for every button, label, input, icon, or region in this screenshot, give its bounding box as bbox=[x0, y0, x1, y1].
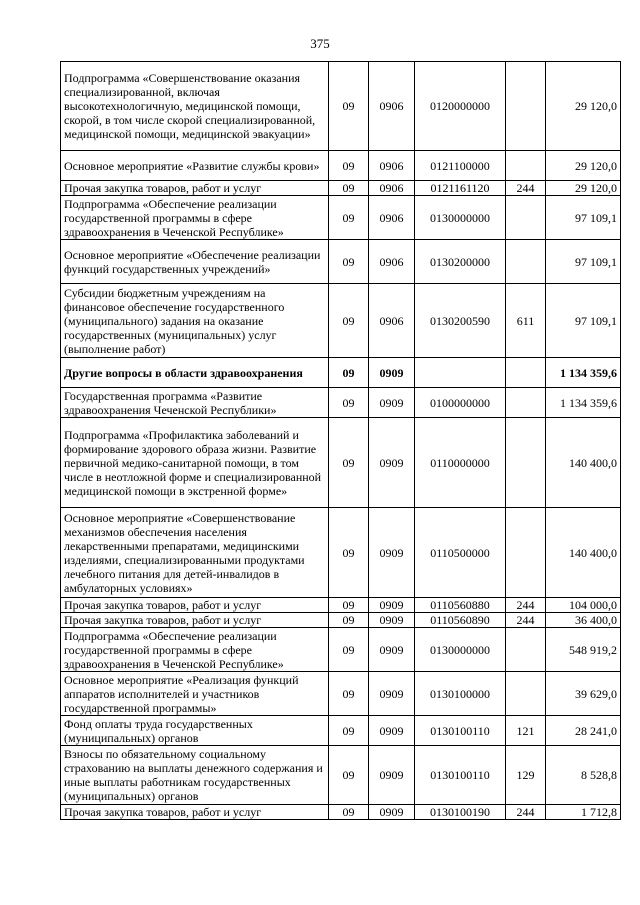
row-amount: 1 712,8 bbox=[546, 805, 621, 820]
row-amount: 29 120,0 bbox=[546, 62, 621, 151]
table-row bbox=[61, 628, 621, 672]
row-name: Подпрограмма «Профилактика заболеваний и формирование здорового образа жизни. Развитие первичной медико-санитарной помощи, в том числе в неотложной форме и специализированной медицинской помощи в экстренной форме» bbox=[61, 418, 329, 508]
row-target-article: 0130100110 bbox=[415, 716, 506, 746]
row-target-article: 0110560880 bbox=[415, 598, 506, 613]
row-subsection: 0909 bbox=[369, 358, 415, 388]
row-section: 09 bbox=[329, 240, 369, 284]
row-subsection: 0906 bbox=[369, 62, 415, 151]
row-expense-type: 244 bbox=[506, 598, 546, 613]
table-row bbox=[61, 284, 621, 358]
row-expense-type: 244 bbox=[506, 181, 546, 196]
row-section: 09 bbox=[329, 598, 369, 613]
row-subsection: 0909 bbox=[369, 716, 415, 746]
row-expense-type: 129 bbox=[506, 746, 546, 805]
row-section: 09 bbox=[329, 805, 369, 820]
row-amount: 104 000,0 bbox=[546, 598, 621, 613]
row-expense-type: 611 bbox=[506, 284, 546, 358]
table-row bbox=[61, 418, 621, 508]
row-name: Субсидии бюджетным учреждениям на финансовое обеспечение государственного (муниципального) задания на оказание государственных (муниципальных) услуг (выполнение работ) bbox=[61, 284, 329, 358]
row-section: 09 bbox=[329, 613, 369, 628]
row-amount: 140 400,0 bbox=[546, 418, 621, 508]
table-row bbox=[61, 240, 621, 284]
row-name: Прочая закупка товаров, работ и услуг bbox=[61, 181, 329, 196]
row-subsection: 0909 bbox=[369, 628, 415, 672]
row-amount: 97 109,1 bbox=[546, 240, 621, 284]
row-target-article: 0121161120 bbox=[415, 181, 506, 196]
row-target-article: 0121100000 bbox=[415, 151, 506, 181]
row-subsection: 0906 bbox=[369, 181, 415, 196]
table-row bbox=[61, 196, 621, 240]
row-expense-type: 244 bbox=[506, 805, 546, 820]
row-name: Прочая закупка товаров, работ и услуг bbox=[61, 613, 329, 628]
row-subsection: 0909 bbox=[369, 418, 415, 508]
row-target-article: 0130000000 bbox=[415, 196, 506, 240]
row-expense-type bbox=[506, 672, 546, 716]
row-expense-type bbox=[506, 196, 546, 240]
row-amount: 548 919,2 bbox=[546, 628, 621, 672]
table-row bbox=[61, 62, 621, 151]
row-expense-type: 244 bbox=[506, 613, 546, 628]
row-subsection: 0909 bbox=[369, 388, 415, 418]
row-subsection: 0909 bbox=[369, 613, 415, 628]
row-amount: 97 109,1 bbox=[546, 284, 621, 358]
row-name: Государственная программа «Развитие здравоохранения Чеченской Республики» bbox=[61, 388, 329, 418]
budget-table-body bbox=[61, 62, 621, 820]
row-amount: 97 109,1 bbox=[546, 196, 621, 240]
row-target-article: 0130100110 bbox=[415, 746, 506, 805]
row-subsection: 0909 bbox=[369, 508, 415, 598]
page-number: 375 bbox=[310, 36, 330, 51]
row-expense-type bbox=[506, 358, 546, 388]
row-subsection: 0906 bbox=[369, 151, 415, 181]
row-name: Прочая закупка товаров, работ и услуг bbox=[61, 598, 329, 613]
row-subsection: 0906 bbox=[369, 284, 415, 358]
row-amount: 29 120,0 bbox=[546, 181, 621, 196]
row-target-article: 0130200000 bbox=[415, 240, 506, 284]
row-section: 09 bbox=[329, 716, 369, 746]
row-expense-type bbox=[506, 62, 546, 151]
row-section: 09 bbox=[329, 284, 369, 358]
row-expense-type bbox=[506, 628, 546, 672]
row-section: 09 bbox=[329, 62, 369, 151]
row-target-article: 0130000000 bbox=[415, 628, 506, 672]
row-subsection: 0906 bbox=[369, 240, 415, 284]
row-subsection: 0909 bbox=[369, 598, 415, 613]
row-expense-type bbox=[506, 508, 546, 598]
table-row bbox=[61, 672, 621, 716]
row-section: 09 bbox=[329, 418, 369, 508]
row-name: Основное мероприятие «Развитие службы крови» bbox=[61, 151, 329, 181]
row-target-article: 0130200590 bbox=[415, 284, 506, 358]
row-name: Прочая закупка товаров, работ и услуг bbox=[61, 805, 329, 820]
row-name: Основное мероприятие «Реализация функций аппаратов исполнителей и участников государственной программы» bbox=[61, 672, 329, 716]
row-expense-type: 121 bbox=[506, 716, 546, 746]
row-amount: 1 134 359,6 bbox=[546, 358, 621, 388]
row-target-article: 0110500000 bbox=[415, 508, 506, 598]
table-row bbox=[61, 613, 621, 628]
row-expense-type bbox=[506, 151, 546, 181]
table-row bbox=[61, 598, 621, 613]
row-section: 09 bbox=[329, 508, 369, 598]
row-target-article: 0110560890 bbox=[415, 613, 506, 628]
row-target-article: 0120000000 bbox=[415, 62, 506, 151]
row-amount: 140 400,0 bbox=[546, 508, 621, 598]
row-expense-type bbox=[506, 388, 546, 418]
table-row bbox=[61, 151, 621, 181]
row-amount: 1 134 359,6 bbox=[546, 388, 621, 418]
row-name: Подпрограмма «Обеспечение реализации государственной программы в сфере здравоохранения в Чеченской Республике» bbox=[61, 628, 329, 672]
row-section: 09 bbox=[329, 388, 369, 418]
row-amount: 36 400,0 bbox=[546, 613, 621, 628]
row-expense-type bbox=[506, 240, 546, 284]
row-subsection: 0906 bbox=[369, 196, 415, 240]
table-row bbox=[61, 508, 621, 598]
row-section: 09 bbox=[329, 746, 369, 805]
row-subsection: 0909 bbox=[369, 805, 415, 820]
row-target-article: 0130100190 bbox=[415, 805, 506, 820]
table-row bbox=[61, 181, 621, 196]
row-target-article: 0130100000 bbox=[415, 672, 506, 716]
row-name: Фонд оплаты труда государственных (муниципальных) органов bbox=[61, 716, 329, 746]
row-target-article bbox=[415, 358, 506, 388]
row-target-article: 0100000000 bbox=[415, 388, 506, 418]
table-row bbox=[61, 358, 621, 388]
row-section: 09 bbox=[329, 151, 369, 181]
row-amount: 39 629,0 bbox=[546, 672, 621, 716]
table-row bbox=[61, 388, 621, 418]
row-section: 09 bbox=[329, 196, 369, 240]
row-section: 09 bbox=[329, 181, 369, 196]
row-name: Другие вопросы в области здравоохранения bbox=[61, 358, 329, 388]
row-name: Основное мероприятие «Совершенствование механизмов обеспечения населения лекарственными препаратами, медицинскими изделиями, специализированными продуктами лечебного питания для детей-инвалидов в амбулаторных условиях» bbox=[61, 508, 329, 598]
budget-table bbox=[60, 61, 621, 820]
row-amount: 8 528,8 bbox=[546, 746, 621, 805]
table-row bbox=[61, 805, 621, 820]
row-expense-type bbox=[506, 418, 546, 508]
row-section: 09 bbox=[329, 358, 369, 388]
row-section: 09 bbox=[329, 628, 369, 672]
table-row bbox=[61, 716, 621, 746]
row-name: Подпрограмма «Совершенствование оказания специализированной, включая высокотехнологичную, медицинской помощи, скорой, в том числе скорой специализированной, медицинской помощи, медицинской эвакуации» bbox=[61, 62, 329, 151]
row-section: 09 bbox=[329, 672, 369, 716]
row-subsection: 0909 bbox=[369, 746, 415, 805]
row-amount: 29 120,0 bbox=[546, 151, 621, 181]
table-row bbox=[61, 746, 621, 805]
row-amount: 28 241,0 bbox=[546, 716, 621, 746]
row-name: Подпрограмма «Обеспечение реализации государственной программы в сфере здравоохранения в Чеченской Республике» bbox=[61, 196, 329, 240]
row-target-article: 0110000000 bbox=[415, 418, 506, 508]
row-name: Основное мероприятие «Обеспечение реализации функций государственных учреждений» bbox=[61, 240, 329, 284]
row-name: Взносы по обязательному социальному страхованию на выплаты денежного содержания и иные выплаты работникам государственных (муниципальных) органов bbox=[61, 746, 329, 805]
row-subsection: 0909 bbox=[369, 672, 415, 716]
